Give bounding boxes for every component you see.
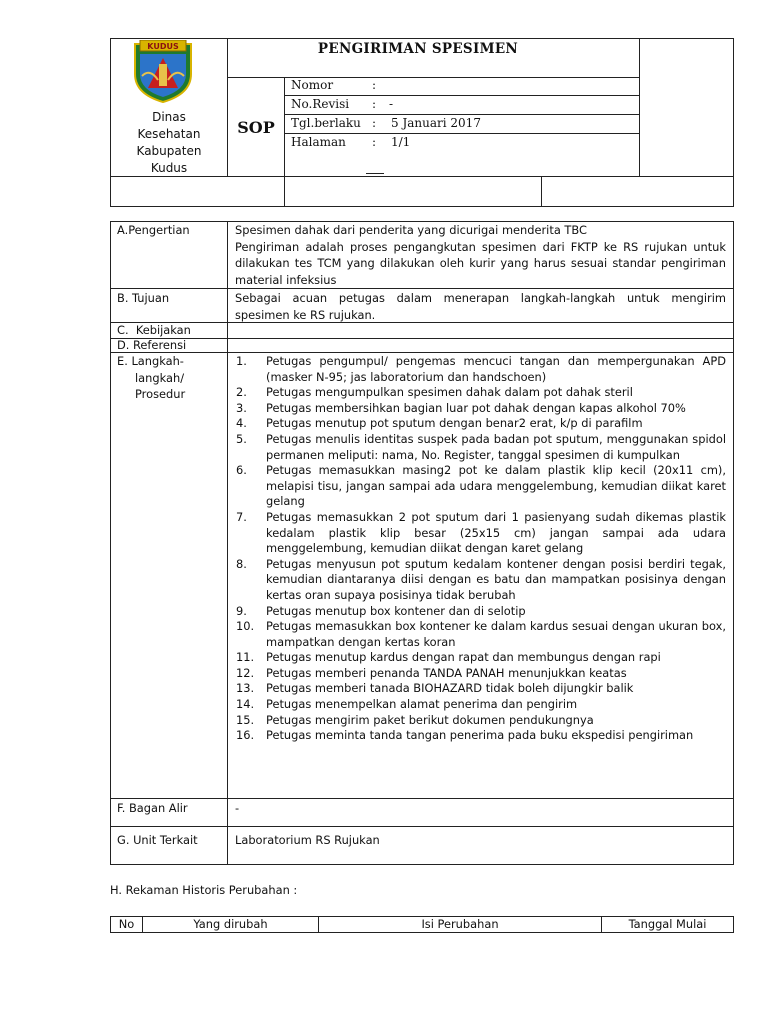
step-text: Petugas pengumpul/ pengemas mencuci tangan dan mempergunakan APD (masker N-95; jas laboratorium dan handschoen) — [266, 354, 726, 384]
unit-terkait-text: Laboratorium RS Rujukan — [235, 833, 380, 847]
history-col-no: No — [118, 917, 135, 931]
label-kebijakan: C. Kebijakan — [117, 323, 191, 337]
step-number: 12. — [236, 665, 255, 680]
agency-line: Kesehatan — [137, 127, 201, 141]
agency-line: Dinas — [152, 110, 186, 124]
step-number: 7. — [236, 509, 247, 524]
procedure-steps — [236, 354, 726, 744]
step-number: 2. — [236, 385, 247, 400]
list-item — [236, 401, 726, 417]
list-item — [236, 697, 726, 713]
step-number: 6. — [236, 463, 247, 478]
step-number: 10. — [236, 619, 255, 634]
step-text: Petugas membersihkan bagian luar pot dahak dengan kapas alkohol 70% — [266, 400, 686, 415]
list-item — [236, 510, 726, 557]
list-item — [236, 650, 726, 666]
label-bagan-alir: F. Bagan Alir — [117, 801, 188, 815]
step-text: Petugas menulis identitas suspek pada badan pot sputum, menggunakan spidol permanen meliputi: nama, No. Register, tanggal spesimen di kumpulkan — [266, 431, 726, 462]
list-item — [236, 728, 726, 744]
step-text: Petugas mengumpulkan spesimen dahak dalam pot dahak steril — [266, 385, 633, 400]
meta-sep: : — [372, 97, 377, 111]
bagan-alir-text: - — [235, 801, 240, 815]
sop-label: SOP — [237, 118, 275, 137]
list-item — [236, 557, 726, 604]
label-tujuan: B. Tujuan — [117, 291, 170, 305]
step-number: 8. — [236, 556, 247, 571]
meta-value: 5 Januari 2017 — [391, 116, 481, 130]
step-number: 4. — [236, 416, 247, 431]
pengertian-line-2: Pengiriman adalah proses pengangkutan spesimen dari FKTP ke RS rujukan untuk dilakukan tes TCM yang dilakukan oleh kurir yang harus sesuai standar pengiriman material infeksius — [235, 239, 726, 287]
step-text: Petugas memasukkan box kontener ke dalam kardus sesuai dengan ukuran box, mampatkan dengan kertas koran — [266, 619, 726, 649]
step-text: Petugas menutup pot sputum dengan benar2 erat, k/p di parafilm — [266, 416, 643, 431]
step-text: Petugas menutup kardus dengan rapat dan membungus dengan rapi — [266, 650, 661, 665]
list-item — [236, 385, 726, 401]
kudus-logo — [128, 40, 198, 104]
list-item — [236, 432, 726, 463]
agency-line: Kudus — [150, 161, 188, 175]
pengertian-line-1: Spesimen dahak dari penderita yang dicurigai menderita TBC — [235, 223, 587, 237]
step-text: Petugas menempelkan alamat penerima dan pengirim — [266, 697, 578, 712]
step-text: Petugas menyusun pot sputum kedalam kontener dengan posisi berdiri tegak, kemudian diantaranya diisi dengan es batu dan mampatkan posisinya dengan kertas oran supaya posisinya tidak berubah — [266, 556, 726, 602]
meta-sep: : — [372, 78, 377, 92]
step-number: 5. — [236, 431, 247, 446]
step-number: 11. — [236, 650, 255, 665]
meta-label: Nomor — [291, 78, 334, 92]
logo-text: KUDUS — [147, 42, 179, 51]
page-title: PENGIRIMAN SPESIMEN — [317, 41, 519, 57]
label-unit-terkait: G. Unit Terkait — [117, 833, 198, 847]
meta-label: Halaman — [291, 135, 346, 149]
step-number: 3. — [236, 400, 247, 415]
list-item — [236, 604, 726, 620]
history-col-tanggal-mulai: Tanggal Mulai — [628, 917, 707, 931]
step-number: 16. — [236, 728, 255, 743]
step-text: Petugas mengirim paket berikut dokumen pendukungnya — [266, 712, 594, 727]
agency-line: Kabupaten — [136, 144, 202, 158]
step-text: Petugas memasukkan 2 pot sputum dari 1 pasienyang sudah dikemas plastik kedalam plastik klip besar (25x15 cm) jangan sampai ada udara menggelembung, kemudian diikat dengan karet gelang — [266, 509, 726, 556]
meta-label: Tgl.berlaku — [291, 116, 361, 130]
step-number: 1. — [236, 354, 247, 368]
list-item — [236, 681, 726, 697]
tujuan-text: Sebagai acuan petugas dalam menerapan langkah-langkah untuk mengirim spesimen ke RS rujukan. — [235, 291, 726, 322]
meta-value: - — [389, 97, 394, 111]
history-col-yang-dirubah: Yang dirubah — [193, 917, 268, 931]
list-item — [236, 666, 726, 682]
meta-value: 1/1 — [391, 135, 411, 149]
label-langkah-line: Prosedur — [135, 387, 186, 401]
label-referensi: D. Referensi — [117, 338, 187, 352]
step-number: 15. — [236, 712, 255, 727]
label-langkah-line: langkah/ — [135, 370, 185, 385]
list-item — [236, 619, 726, 650]
history-col-isi-perubahan: Isi Perubahan — [421, 917, 499, 931]
step-number: 9. — [236, 603, 247, 618]
label-pengertian: A.Pengertian — [117, 223, 190, 237]
label-langkah-line: E. Langkah- — [117, 354, 184, 368]
step-text: Petugas memberi penanda TANDA PANAH menunjukkan keatas — [266, 665, 627, 680]
history-title: H. Rekaman Historis Perubahan : — [110, 883, 298, 897]
list-item — [236, 713, 726, 729]
agency-name — [111, 109, 227, 177]
step-number: 14. — [236, 697, 255, 712]
step-text: Petugas meminta tanda tangan penerima pada buku ekspedisi pengiriman — [266, 728, 694, 743]
list-item — [236, 354, 726, 385]
step-text: Petugas menutup box kontener dan di selotip — [266, 603, 526, 618]
label-langkah — [117, 353, 185, 403]
list-item — [236, 416, 726, 432]
step-number: 13. — [236, 681, 255, 696]
meta-label: No.Revisi — [291, 97, 350, 111]
step-text: Petugas memberi tanada BIOHAZARD tidak boleh dijungkir balik — [266, 681, 634, 696]
meta-sep: : — [372, 135, 377, 149]
list-item — [236, 463, 726, 510]
pengertian-text — [235, 222, 726, 287]
meta-sep: : — [372, 116, 377, 130]
step-text: Petugas memasukkan masing2 pot ke dalam plastik klip kecil (20x11 cm), melapisi tisu, jangan sampai ada udara menggelembung, kemudian diikat karet gelang — [266, 463, 726, 509]
